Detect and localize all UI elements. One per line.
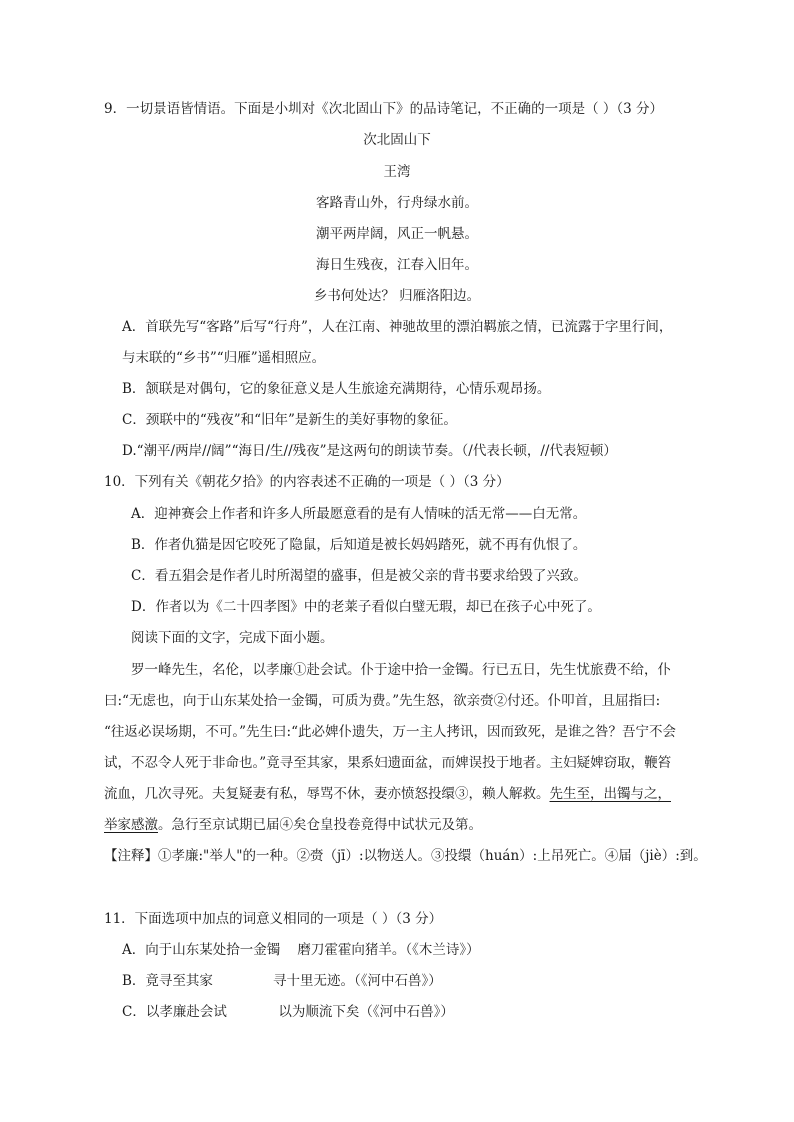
q10-option-b: B．作者仇猫是因它咬死了隐鼠，后知道是被长妈妈踏死，就不再有仇恨了。 bbox=[131, 537, 587, 553]
q9-option-c: C．颈联中的“残夜”和“旧年”是新生的美好事物的象征。 bbox=[122, 412, 457, 428]
q11-stem: 11．下面选项中加点的词意义相同的一项是（ ）（3 分） bbox=[104, 911, 443, 927]
underlined-sentence: 先生至，出镯与之， bbox=[549, 786, 671, 802]
poem-line: 海日生残夜，江春入旧年。 bbox=[316, 257, 478, 273]
passage-line: “往返必误场期，不可。”先生曰:“此必婢仆遗失，万一主人拷讯，因而致死，是谁之咎？吾宁不会 bbox=[104, 724, 677, 740]
poem-author: 王湾 bbox=[383, 164, 411, 180]
passage-text: 流血，几次寻死。夫复疑妻有私，辱骂不休，妻亦愤怒投缳③，赖人解救。 bbox=[104, 786, 550, 802]
q10-option-a: A．迎神赛会上作者和许多人所最愿意看的是有人情味的活无常——白无常。 bbox=[131, 506, 587, 522]
q9-option-d: D.“潮平/两岸//阔”“海日/生//残夜”是这两句的朗读节奏。（/代表长顿，//代表短顿） bbox=[122, 443, 617, 459]
q10-option-d: D．作者以为《二十四孝图》中的老莱子看似白璧无瑕，却已在孩子心中死了。 bbox=[131, 599, 601, 615]
passage-text: 。急行至京试期已届④矣仓皇投卷竟得中试状元及第。 bbox=[158, 817, 482, 833]
q11-option-a: A．向于山东某处拾一金镯 磨刀霍霍向猪羊。（《木兰诗》） bbox=[122, 942, 480, 958]
q11-option-b: B．竟寻至其家 寻十里无迹。（《河中石兽》） bbox=[122, 973, 442, 989]
passage-line: 试，不忍令人死于非命也。”竟寻至其家，果系妇遗面盆，而婢误投于地者。主妇疑婢窃取，鞭笞 bbox=[104, 755, 672, 771]
q9-option-b: B．颔联是对偶句，它的象征意义是人生旅途充满期待，心情乐观昂扬。 bbox=[122, 381, 551, 397]
passage-line bbox=[104, 816, 482, 834]
q11-option-c: C．以孝廉赴会试 以为顺流下矣（《河中石兽》） bbox=[122, 1004, 454, 1020]
annotation-note: 【注释】①孝廉:"举人"的一种。②赍（jī）:以物送人。③投缳（huán）:上吊死亡。④届（jiè）:到。 bbox=[104, 848, 707, 864]
q9-option-a-continued: 与末联的“乡书”“归雁”遥相照应。 bbox=[122, 350, 326, 366]
poem-line: 客路青山外，行舟绿水前。 bbox=[316, 195, 478, 211]
poem-line: 潮平两岸阔，风正一帆悬。 bbox=[316, 226, 478, 242]
reading-intro: 阅读下面的文字，完成下面小题。 bbox=[131, 630, 334, 646]
q10-stem: 10．下列有关《朝花夕拾》的内容表述不正确的一项是（ ）（3 分） bbox=[104, 474, 510, 490]
passage-line bbox=[104, 785, 671, 803]
underlined-sentence: 举家感激 bbox=[104, 817, 158, 833]
poem-line: 乡书何处达？ 归雁洛阳边。 bbox=[313, 288, 481, 304]
q9-stem: 9．一切景语皆情语。下面是小圳对《次北固山下》的品诗笔记，不正确的一项是（ ）（3 分） bbox=[104, 101, 664, 117]
q9-option-a: A．首联先写“客路”后写“行舟”，人在江南、神驰故里的漂泊羁旅之情，已流露于字里行间， bbox=[122, 319, 673, 335]
poem-title: 次北固山下 bbox=[363, 132, 431, 148]
passage-line: 曰:“无虑也，向于山东某处拾一金镯，可质为费。”先生怒，欲亲赍②付还。仆叩首，且屈指曰: bbox=[104, 693, 661, 709]
passage-line: 罗一峰先生，名伦，以孝廉①赴会试。仆于途中拾一金镯。行已五日，先生忧旅费不给，仆 bbox=[131, 662, 671, 678]
q10-option-c: C．看五猖会是作者儿时所渴望的盛事，但是被父亲的背书要求给毁了兴致。 bbox=[131, 568, 587, 584]
